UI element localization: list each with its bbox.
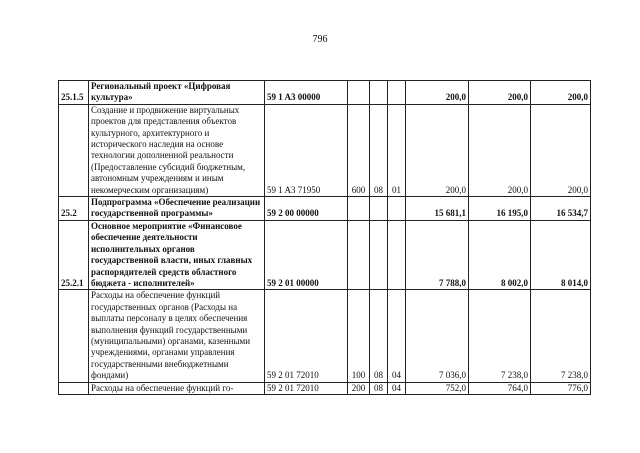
amount-year-2: 200,0 xyxy=(469,104,531,196)
amount-year-2: 764,0 xyxy=(469,382,531,394)
subsection-code: 04 xyxy=(388,382,406,394)
expense-type-code xyxy=(348,220,370,289)
amount-year-3: 8 014,0 xyxy=(531,220,591,289)
expense-type-code: 600 xyxy=(348,104,370,196)
amount-year-1: 200,0 xyxy=(406,81,469,105)
amount-year-1: 752,0 xyxy=(406,382,469,394)
amount-year-1: 7 036,0 xyxy=(406,290,469,382)
section-code: 08 xyxy=(370,290,388,382)
table-row xyxy=(59,81,591,105)
row-name: Подпрограмма «Обеспечение реализации государственной программы» xyxy=(89,197,265,221)
row-name: Создание и продвижение виртуальных проектов для представления объектов культурного, архитектурного и исторического наследия на основе технологии дополненной реальности (Предоставление субсидий бюджетным, автономным учреждениям и иным некомерческим организациям) xyxy=(89,104,265,196)
section-code xyxy=(370,220,388,289)
table-row xyxy=(59,104,591,196)
expense-type-code: 100 xyxy=(348,290,370,382)
expense-type-code xyxy=(348,81,370,105)
amount-year-2: 16 195,0 xyxy=(469,197,531,221)
subsection-code: 01 xyxy=(388,104,406,196)
amount-year-2: 200,0 xyxy=(469,81,531,105)
page-number: 796 xyxy=(312,34,328,45)
target-article-code: 59 2 00 00000 xyxy=(265,197,348,221)
amount-year-3: 200,0 xyxy=(531,81,591,105)
table-row xyxy=(59,197,591,221)
amount-year-1: 7 788,0 xyxy=(406,220,469,289)
expense-type-code xyxy=(348,197,370,221)
row-name: Расходы на обеспечение функций государственных органов (Расходы на выплаты персоналу в целях обеспечения выполнения функций государственными (муниципальными) органами, казенными учреждениями, органами управления государственными внебюджетными фондами) xyxy=(89,290,265,382)
section-code xyxy=(370,81,388,105)
amount-year-1: 200,0 xyxy=(406,104,469,196)
table-row xyxy=(59,290,591,382)
target-article-code: 59 1 A3 00000 xyxy=(265,81,348,105)
target-article-code: 59 1 A3 71950 xyxy=(265,104,348,196)
amount-year-3: 776,0 xyxy=(531,382,591,394)
amount-year-2: 8 002,0 xyxy=(469,220,531,289)
section-code: 08 xyxy=(370,382,388,394)
expense-type-code: 200 xyxy=(348,382,370,394)
row-number: 25.1.5 xyxy=(59,81,89,105)
table-row xyxy=(59,382,591,394)
amount-year-3: 7 238,0 xyxy=(531,290,591,382)
row-number xyxy=(59,104,89,196)
amount-year-2: 7 238,0 xyxy=(469,290,531,382)
row-number: 25.2 xyxy=(59,197,89,221)
section-code: 08 xyxy=(370,104,388,196)
subsection-code xyxy=(388,197,406,221)
row-number xyxy=(59,382,89,394)
row-number xyxy=(59,290,89,382)
amount-year-1: 15 681,1 xyxy=(406,197,469,221)
section-code xyxy=(370,197,388,221)
amount-year-3: 16 534,7 xyxy=(531,197,591,221)
row-name: Основное мероприятие «Финансовое обеспечение деятельности исполнительных органов государственной власти, иных главных распорядителей средств областного бюджета - исполнителей» xyxy=(89,220,265,289)
subsection-code xyxy=(388,220,406,289)
budget-table xyxy=(58,80,591,395)
amount-year-3: 200,0 xyxy=(531,104,591,196)
target-article-code: 59 2 01 72010 xyxy=(265,382,348,394)
row-number: 25.2.1 xyxy=(59,220,89,289)
target-article-code: 59 2 01 72010 xyxy=(265,290,348,382)
target-article-code: 59 2 01 00000 xyxy=(265,220,348,289)
subsection-code: 04 xyxy=(388,290,406,382)
row-name: Расходы на обеспечение функций го- xyxy=(89,382,265,394)
subsection-code xyxy=(388,81,406,105)
row-name: Региональный проект «Цифровая культура» xyxy=(89,81,265,105)
table-row xyxy=(59,220,591,289)
